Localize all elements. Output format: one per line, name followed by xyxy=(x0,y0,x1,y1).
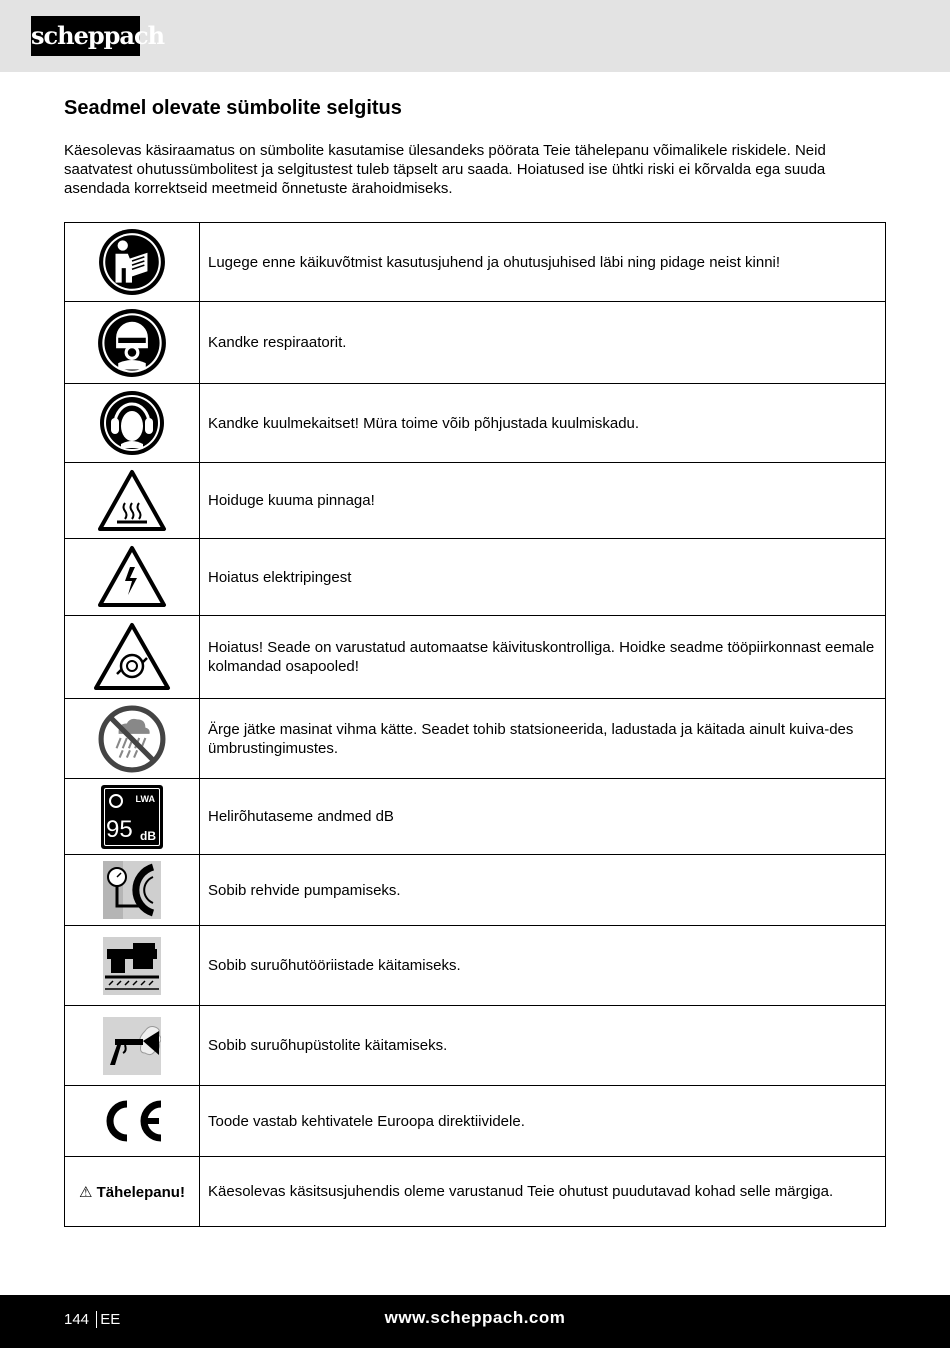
sound-power-icon xyxy=(101,785,163,849)
icon-cell xyxy=(65,1006,200,1086)
row-text: Ärge jätke masinat vihma kätte. Seadet tohib statsioneerida, ladustada ja käitada ainult kuiva-des ümbrustingimustes. xyxy=(200,699,886,779)
icon-cell xyxy=(65,779,200,855)
icon-cell xyxy=(65,539,200,616)
table-row xyxy=(65,302,886,384)
respirator-icon xyxy=(97,308,167,378)
table-row xyxy=(65,384,886,463)
read-manual-icon xyxy=(98,228,166,296)
hot-surface-icon xyxy=(97,469,167,533)
tire-inflation-icon xyxy=(103,861,161,919)
no-rain-icon xyxy=(98,705,166,773)
table-row xyxy=(65,223,886,302)
table-row xyxy=(65,616,886,699)
pneumatic-tool-icon xyxy=(103,937,161,995)
sound-unit: dB xyxy=(140,828,156,843)
page-title: Seadmel olevate sümbolite selgitus xyxy=(64,97,402,119)
table-row xyxy=(65,539,886,616)
icon-cell xyxy=(65,302,200,384)
lwa-label: LWA xyxy=(135,793,155,804)
page-number-value: 144 xyxy=(64,1311,90,1328)
table-row xyxy=(65,1086,886,1157)
row-text: Toode vastab kehtivatele Euroopa direktiividele. xyxy=(200,1086,886,1157)
row-text: Sobib suruõhutööriistade käitamiseks. xyxy=(200,926,886,1006)
ear-protection-icon xyxy=(99,390,165,456)
table-row xyxy=(65,926,886,1006)
row-text: Sobib suruõhupüstolite käitamiseks. xyxy=(200,1006,886,1086)
language-code: EE xyxy=(100,1311,121,1328)
table-row xyxy=(65,1157,886,1227)
page-footer xyxy=(0,1295,950,1348)
row-text: Lugege enne käikuvõtmist kasutusjuhend ja ohutusjuhised läbi ning pidage neist kinni! xyxy=(200,223,886,302)
icon-cell xyxy=(65,384,200,463)
row-text: Kandke respiraatorit. xyxy=(200,302,886,384)
sound-value: 95 xyxy=(106,815,133,843)
page-header xyxy=(0,0,950,72)
row-text: Helirõhutaseme andmed dB xyxy=(200,779,886,855)
ce-mark-icon xyxy=(97,1095,167,1147)
row-text: Käesolevas käsitsusjuhendis oleme varustanud Teie ohutust puudutavad kohad selle märgiga. xyxy=(200,1157,886,1227)
row-text: Hoiatus! Seade on varustatud automaatse käivituskontrolliga. Hoidke seadme tööpiirkonnast eemale kolmandad osapooled! xyxy=(200,616,886,699)
icon-cell xyxy=(65,855,200,926)
warning-icon: ⚠ xyxy=(79,1183,93,1201)
attention-label: Tähelepanu! xyxy=(96,1183,185,1201)
icon-cell xyxy=(65,699,200,779)
row-text: Kandke kuulmekaitset! Müra toime võib põhjustada kuulmiskadu. xyxy=(200,384,886,463)
intro-paragraph: Käesolevas käsiraamatus on sümbolite kasutamise ülesandeks pöörata Teie tähelepanu võimalikele riskidele. Neid saatvatest ohutussümbolitest ja selgitustest tuleb täpselt aru saada. Hoiatused ise ühtki riski ei kõrvalda ega suuda asendada korrektseid meetmeid õnnetuste ärahoidmiseks. xyxy=(64,142,826,197)
icon-cell xyxy=(65,1086,200,1157)
row-text: Hoiatus elektripingest xyxy=(200,539,886,616)
spray-gun-icon xyxy=(103,1017,161,1075)
icon-cell xyxy=(65,223,200,302)
symbol-table xyxy=(64,222,886,1227)
table-row xyxy=(65,779,886,855)
speaker-icon xyxy=(109,794,123,808)
icon-cell xyxy=(65,926,200,1006)
attention-cell xyxy=(65,1157,200,1227)
high-voltage-icon xyxy=(97,545,167,609)
table-row xyxy=(65,699,886,779)
row-text: Hoiduge kuuma pinnaga! xyxy=(200,463,886,539)
automatic-start-icon xyxy=(93,622,171,692)
row-text: Sobib rehvide pumpamiseks. xyxy=(200,855,886,926)
table-row xyxy=(65,1006,886,1086)
icon-cell xyxy=(65,463,200,539)
icon-cell xyxy=(65,616,200,699)
table-row xyxy=(65,463,886,539)
table-row xyxy=(65,855,886,926)
website-link[interactable]: www.scheppach.com xyxy=(384,1308,566,1327)
scheppach-logo: scheppach xyxy=(31,16,140,56)
